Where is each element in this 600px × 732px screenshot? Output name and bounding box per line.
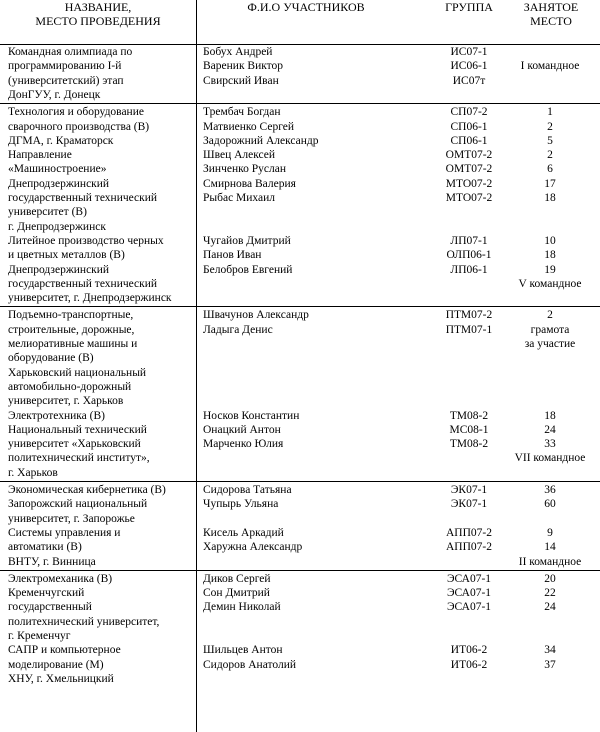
group-cell: ЭСА07-1: [446, 572, 492, 585]
event-cell: Днепродзержинский: [8, 177, 110, 190]
event-cell: университет, г. Харьков: [8, 395, 124, 408]
participant-name: Бобух Андрей: [203, 46, 273, 58]
event-cell: университет (В): [8, 206, 87, 219]
event-cell: Экономическая кибернетика (В): [8, 484, 166, 496]
event-cell: Национальный технический: [8, 423, 147, 436]
event-cell: строительные, дорожные,: [8, 323, 135, 336]
header-place-line1: ЗАНЯТОЕ: [523, 0, 579, 14]
participant-name: Матвиенко Сергей: [203, 120, 295, 133]
place-cell: 60: [544, 498, 556, 511]
event-cell: сварочного производства (В): [8, 120, 150, 133]
event-cell: г. Днепродзержинск: [8, 220, 106, 233]
column-divider: [196, 0, 197, 732]
participant-name: Марченко Юлия: [203, 438, 284, 451]
place-cell: VII командное: [514, 452, 586, 465]
participant-name: Белобров Евгений: [203, 263, 293, 276]
event-cell: САПР и компьютерное: [8, 644, 121, 657]
group-cell: СП07-2: [450, 106, 488, 119]
place-cell: 9: [547, 526, 553, 539]
event-cell: Электромеханика (В): [8, 572, 113, 585]
group-cell: ЭК07-1: [450, 484, 488, 496]
event-cell: мелиоративные машины и: [8, 338, 138, 350]
section-divider: [0, 570, 600, 571]
place-cell: 1: [547, 106, 553, 119]
group-cell: АПП07-2: [446, 541, 492, 554]
group-cell: МС08-1: [449, 423, 489, 436]
place-cell: 5: [547, 134, 553, 147]
event-cell: (университетский) этап: [8, 74, 124, 87]
participant-name: Чугайов Дмитрий: [203, 234, 291, 247]
group-cell: МТО07-2: [445, 177, 493, 190]
participant-name: Демин Николай: [203, 601, 281, 614]
event-cell: Днепродзержинский: [8, 263, 110, 276]
place-cell: 10: [544, 234, 556, 247]
header-event-line1: НАЗВАНИЕ,: [64, 0, 132, 14]
place-cell: 18: [544, 249, 556, 262]
group-cell: ПТМ07-1: [445, 323, 493, 336]
participant-name: Вареник Виктор: [203, 60, 284, 73]
event-cell: автоматики (В): [8, 541, 82, 554]
event-cell: оборудование (В): [8, 352, 94, 365]
group-cell: ЛП07-1: [450, 234, 488, 247]
participant-name: Сидоров Анатолий: [203, 658, 297, 671]
participant-name: Носков Константин: [203, 409, 300, 422]
event-cell: ВНТУ, г. Винница: [8, 555, 96, 568]
header-participants: Ф.И.О УЧАСТНИКОВ: [247, 0, 365, 14]
place-cell: 2: [547, 149, 553, 162]
group-cell: ИС07т: [452, 74, 486, 87]
place-cell: 37: [544, 658, 556, 671]
participant-name: Сидорова Татьяна: [203, 484, 292, 496]
group-cell: СП06-1: [450, 120, 488, 133]
participant-name: Шильцев Антон: [203, 644, 283, 657]
place-cell: 24: [544, 601, 556, 614]
event-cell: г. Кременчуг: [8, 630, 71, 642]
participant-name: Зинченко Руслан: [203, 163, 286, 176]
participant-name: Диков Сергей: [203, 572, 271, 585]
event-cell: государственный: [8, 601, 92, 614]
place-cell: 19: [544, 263, 556, 276]
event-cell: Подъемно-транспортные,: [8, 309, 134, 322]
group-cell: ТМ08-2: [449, 438, 489, 451]
event-cell: программированию I-й: [8, 60, 122, 73]
group-cell: ЭК07-1: [450, 498, 488, 511]
event-cell: Технология и оборудование: [8, 106, 144, 119]
event-cell: Запорожский национальный: [8, 498, 148, 511]
event-cell: и цветных металлов (В): [8, 249, 125, 262]
participant-name: Чупырь Ульяна: [203, 498, 279, 511]
group-cell: ИС06-1: [450, 60, 488, 73]
place-cell: 2: [547, 120, 553, 133]
participant-name: Ладыга Денис: [203, 323, 273, 336]
place-cell: 17: [544, 177, 556, 190]
group-cell: ИС07-1: [450, 46, 488, 58]
participant-name: Сон Дмитрий: [203, 587, 270, 600]
event-cell: политехнический университет,: [8, 615, 160, 628]
group-cell: ОМТ07-2: [445, 163, 493, 176]
event-cell: Литейное производство черных: [8, 234, 164, 247]
group-cell: ИТ06-2: [450, 658, 488, 671]
group-cell: ОМТ07-2: [445, 149, 493, 162]
place-cell: II командное: [518, 555, 582, 568]
group-cell: ОЛП06-1: [446, 249, 492, 262]
participant-name: Панов Иван: [203, 249, 262, 262]
place-cell: 33: [544, 438, 556, 451]
group-cell: СП06-1: [450, 134, 488, 147]
event-cell: моделирование (М): [8, 658, 104, 671]
place-cell: 2: [547, 309, 553, 322]
participant-name: Харужна Александр: [203, 541, 303, 554]
participant-name: Свирский Иван: [203, 74, 279, 87]
event-cell: политехнический институт»,: [8, 452, 150, 465]
event-cell: Командная олимпиада по: [8, 46, 133, 58]
place-cell: 36: [544, 484, 556, 496]
place-cell: 18: [544, 192, 556, 204]
header-event-line2: МЕСТО ПРОВЕДЕНИЯ: [35, 14, 161, 28]
event-cell: Системы управления и: [8, 526, 121, 539]
event-cell: ДГМА, г. Краматорск: [8, 134, 114, 147]
section-divider: [0, 481, 600, 482]
group-cell: ПТМ07-2: [445, 309, 493, 322]
event-cell: «Машиностроение»: [8, 163, 107, 176]
participant-name: Швачунов Александр: [203, 309, 309, 322]
participant-name: Смирнова Валерия: [203, 177, 296, 190]
event-cell: автомобильно-дорожный: [8, 380, 132, 393]
group-cell: ЭСА07-1: [446, 587, 492, 600]
participant-name: Кисель Аркадий: [203, 526, 284, 539]
header-place: [505, 0, 597, 44]
section-divider: [0, 103, 600, 104]
event-cell: Харьковский национальный: [8, 366, 147, 379]
place-cell: 18: [544, 409, 556, 422]
group-cell: ЭСА07-1: [446, 601, 492, 614]
event-cell: Электротехника (В): [8, 409, 105, 422]
place-cell: 6: [547, 163, 553, 176]
event-cell: ДонГУУ, г. Донецк: [8, 88, 101, 101]
event-cell: университет, г. Запорожье: [8, 512, 135, 525]
place-cell: грамота: [530, 323, 570, 336]
group-cell: ТМ08-2: [449, 409, 489, 422]
event-cell: ХНУ, г. Хмельницкий: [8, 672, 114, 685]
participant-name: Трембач Богдан: [203, 106, 281, 119]
place-cell: I командное: [520, 60, 580, 73]
header-place-line2: МЕСТО: [530, 14, 572, 28]
participant-name: Задорожний Александр: [203, 134, 319, 147]
place-cell: 22: [544, 587, 556, 600]
event-cell: университет «Харьковский: [8, 438, 141, 451]
event-cell: Кременчугский: [8, 587, 85, 600]
place-cell: 14: [544, 541, 556, 554]
event-cell: Направление: [8, 149, 72, 162]
place-cell: 20: [544, 572, 556, 585]
place-cell: 24: [544, 423, 556, 436]
section-divider: [0, 306, 600, 307]
group-cell: ЛП06-1: [450, 263, 488, 276]
group-cell: ИТ06-2: [450, 644, 488, 657]
header-group: ГРУППА: [445, 0, 493, 14]
place-cell: V командное: [518, 277, 582, 290]
place-cell: за участие: [524, 338, 576, 350]
event-cell: государственный технический: [8, 192, 158, 204]
group-cell: МТО07-2: [445, 192, 493, 204]
event-cell: государственный технический: [8, 277, 158, 290]
participant-name: Рыбас Михаил: [203, 192, 276, 204]
participant-name: Онацкий Антон: [203, 423, 281, 436]
place-cell: 34: [544, 644, 556, 657]
header-event: [0, 0, 196, 44]
event-cell: университет, г. Днепродзержинск: [8, 292, 172, 305]
event-cell: г. Харьков: [8, 466, 58, 479]
participant-name: Швец Алексей: [203, 149, 276, 162]
group-cell: АПП07-2: [446, 526, 492, 539]
